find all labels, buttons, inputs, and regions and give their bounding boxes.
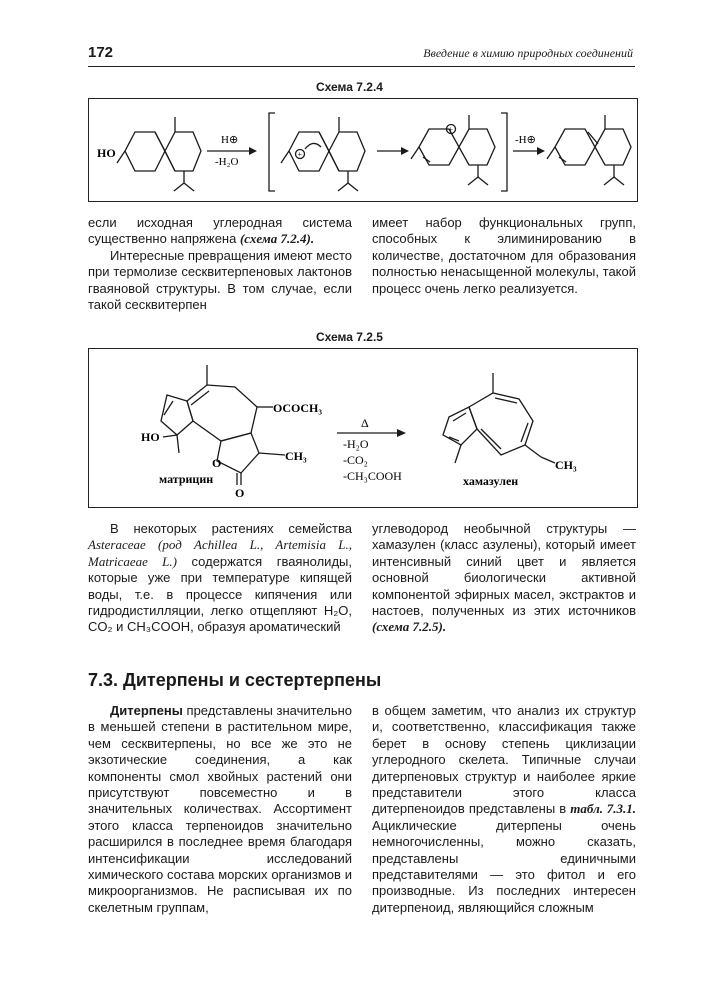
para2-left-text-1: В некоторых растениях семейства (110, 521, 352, 536)
reactant-name: матрицин (159, 472, 214, 486)
molecule-chamazulene (443, 373, 555, 463)
para3-right-text-2: Ациклические дитерпены очень немногочисленны, можно сказать, представлены единичными представителями — это фитол и его производные. Из последних интересен дитерпеноид, являющийся сложным (372, 817, 636, 915)
scheme-724-step1-bottom: -H₂O (215, 156, 239, 168)
para2-left-column (88, 521, 352, 636)
para3-lead-term: Дитерпены (110, 703, 183, 718)
para2-right-column (372, 521, 636, 636)
para1-left-text: если исходная углеродная система существенно напряжена (88, 215, 352, 247)
arrow-heat-symbol: Δ (361, 416, 369, 430)
para3-table-ref: табл. 7.3.1. (570, 801, 636, 817)
scheme-724-ho-label: HO (97, 146, 116, 160)
scheme-724-diagram (89, 99, 637, 201)
scheme-724-title: Схема 7.2.4 (316, 80, 383, 94)
condition-acetic-acid: -CH₃COOH (343, 469, 402, 483)
molecule-aromadendrane-alcohol (117, 117, 201, 191)
para2-right-text: углеводород необычной структуры — хамазулен (класс азулены), который имеет интенсивный синий цвет и является основной биологически активной компонентой эфирных масел, экстрактов и настоев, полученных из этих источников (372, 521, 636, 619)
para3-left-text: представлены значительно в меньшей степени в растительном мире, чем сесквитерпены, но все же это не экзотические соединения, а как компоненты смол хвойных растений они присутствуют повсеместно и в значительных количествах. Ассортимент этого класса терпеноидов значительно расширился в последнее время благодаря интенсификации исследований химического состава морских организмов и микроорганизмов. Не расписывая их по скелетным группам, (88, 703, 352, 915)
para1-left-citation: (схема 7.2.4). (239, 231, 315, 247)
carbocation-plus-sign: + (448, 125, 454, 134)
para1-right-text: имеет набор функциональных групп, способных к элиминированию в количестве, достаточном для образования полностью ненасыщенной молекулы, такой процесс очень легко реализуется. (372, 215, 636, 296)
para3-left-column (88, 703, 352, 916)
page-number: 172 (88, 44, 114, 61)
cation-plus-sign: + (297, 150, 303, 159)
matricin-methyl-label: CH₃ (285, 449, 307, 463)
matricin-ring-oxygen: O (212, 456, 222, 470)
scheme-725-box (88, 348, 638, 508)
matricin-ho-label: HO (141, 430, 160, 444)
molecule-diene-product (547, 115, 631, 185)
scheme-724-box (88, 98, 638, 202)
running-title: Введение в химию природных соединений (423, 46, 633, 60)
condition-h2o: -H₂O (343, 437, 369, 451)
para2-right-citation: (схема 7.2.5). (372, 619, 447, 635)
condition-co2: -CO₂ (343, 453, 368, 467)
matricin-carbonyl-oxygen: O (235, 486, 245, 500)
scheme-725-diagram (89, 349, 637, 507)
molecule-matricin (161, 365, 285, 485)
matricin-acetoxy-label: OCOCH₃ (273, 401, 322, 415)
scheme-725-title: Схема 7.2.5 (316, 330, 383, 344)
para1-left-column (88, 215, 352, 313)
para2-left-text-2: содержатся гваянолиды, которые уже при температуре кипящей воды, т.е. в процессе кипячения или гидродистилляции, легко отщепляют H₂O, CO₂ и CH₃COOH, образуя ароматический (88, 553, 352, 635)
para3-right-text-1: в общем заметим, что анализ их структур и, соответственно, классификация также берет в основу степень циклизации углеродного скелета. Типичные случаи дитерпеновых структур и наиболее яркие представители этого класса дитерпеноидов представлены в (372, 703, 636, 817)
para3-right-column (372, 703, 636, 916)
molecule-cation (281, 117, 365, 191)
para1-left-text-2: Интересные превращения имеют место при термолизе сесквитерпеновых лактонов гваяновой структуры. В том случае, если такой сесквитерпен (88, 247, 352, 313)
header-rule (88, 66, 635, 67)
product-name: хамазулен (463, 474, 519, 488)
para2-left-taxa: Asteraceae (род Achillea L., Artemisia L., Matricaeae L.) (88, 537, 352, 569)
para1-right-column (372, 215, 636, 297)
scheme-724-step2-top: -H⊕ (515, 134, 536, 146)
chamazulene-methyl-label: CH₃ (555, 458, 577, 472)
section-heading: 7.3. Дитерпены и сестертерпены (88, 670, 382, 690)
scheme-724-step1-top: H⊕ (221, 134, 239, 146)
